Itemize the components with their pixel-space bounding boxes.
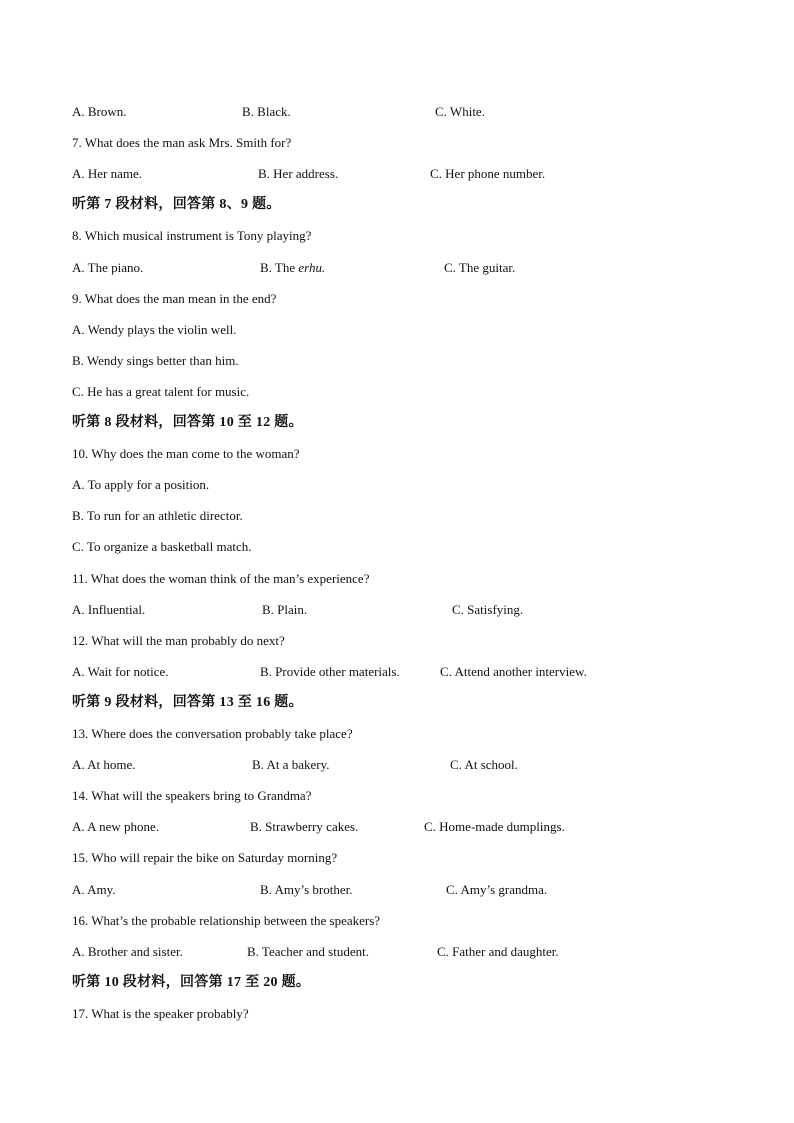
section-heading: 听第 7 段材料，回答第 8、9 题。 [72,197,281,212]
answer-option: B. Teacher and student. [247,944,369,959]
answer-option: B. Provide other materials. [260,664,400,679]
answer-option: B. Amy’s brother. [260,882,353,897]
answer-option: A. Wait for notice. [72,664,169,679]
answer-option: A. The piano. [72,260,144,275]
question-line: 9. What does the man mean in the end? [72,291,277,306]
answer-option: C. White. [435,104,485,119]
section-heading: 听第 8 段材料，回答第 10 至 12 题。 [72,415,303,430]
question-line: A. To apply for a position. [72,477,210,492]
question-line: B. To run for an athletic director. [72,508,243,523]
answer-option: B. At a bakery. [252,757,330,772]
question-line: B. Wendy sings better than him. [72,353,239,368]
question-line: C. To organize a basketball match. [72,539,252,554]
section-heading: 听第 10 段材料，回答第 17 至 20 题。 [72,975,311,990]
answer-option: C. Home-made dumplings. [424,819,565,834]
answer-option: C. At school. [450,757,518,772]
answer-option: A. Influential. [72,602,146,617]
question-line: 15. Who will repair the bike on Saturday morning? [72,850,338,865]
answer-option: A. Brown. [72,104,127,119]
question-line: 14. What will the speakers bring to Grandma? [72,788,312,803]
question-line: C. He has a great talent for music. [72,384,250,399]
answer-option: C. Satisfying. [452,602,524,617]
answer-option: B. Plain. [262,602,308,617]
answer-option: B. Black. [242,104,291,119]
answer-option: A. Amy. [72,882,116,897]
answer-option: C. Her phone number. [430,166,546,181]
answer-option: B. Strawberry cakes. [250,819,359,834]
question-line: 16. What’s the probable relationship between the speakers? [72,913,381,928]
answer-option: B. Her address. [258,166,339,181]
question-line: 10. Why does the man come to the woman? [72,446,300,461]
answer-option: C. Father and daughter. [437,944,559,959]
answer-option: C. Attend another interview. [440,664,587,679]
question-line: A. Wendy plays the violin well. [72,322,237,337]
question-line: 8. Which musical instrument is Tony playing? [72,228,312,243]
answer-option: A. Brother and sister. [72,944,183,959]
answer-option: A. A new phone. [72,819,160,834]
answer-option: B. The erhu. [260,260,326,275]
question-line: 11. What does the woman think of the man’s experience? [72,571,370,586]
question-line: 13. Where does the conversation probably take place? [72,726,353,741]
answer-option: C. The guitar. [444,260,516,275]
question-line: 12. What will the man probably do next? [72,633,285,648]
section-heading: 听第 9 段材料，回答第 13 至 16 题。 [72,695,303,710]
answer-option: A. Her name. [72,166,143,181]
question-line: 17. What is the speaker probably? [72,1006,249,1021]
answer-option: C. Amy’s grandma. [446,882,548,897]
italic-word: erhu. [298,260,326,275]
answer-option: A. At home. [72,757,136,772]
question-line: 7. What does the man ask Mrs. Smith for? [72,135,292,150]
